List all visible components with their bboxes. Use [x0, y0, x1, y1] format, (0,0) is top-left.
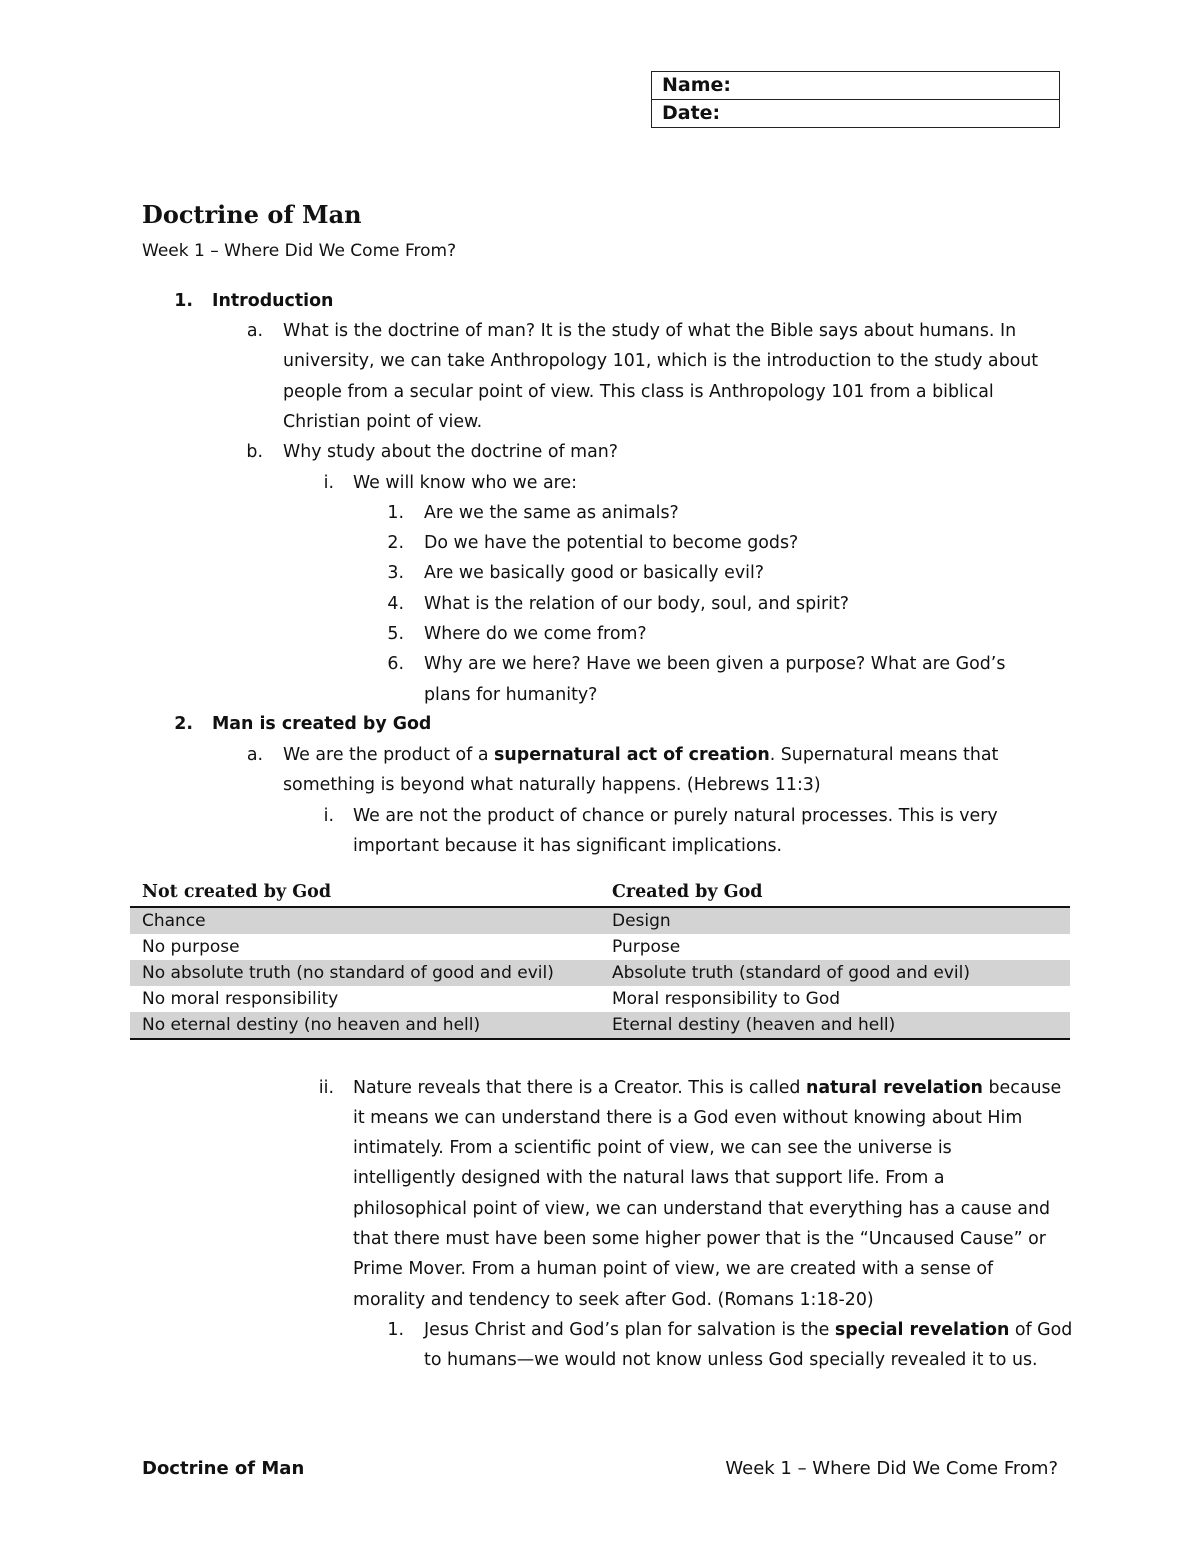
question-text-continued: plans for humanity?	[424, 685, 598, 705]
item-1a-line-4: Christian point of view.	[283, 412, 483, 432]
footer-right: Week 1 – Where Did We Come From?	[725, 1458, 1058, 1479]
item-1b-i-number: i.	[323, 473, 334, 493]
item-ii-1-line-2: to humans—we would not know unless God specially revealed it to us.	[424, 1350, 1038, 1370]
table-header	[130, 882, 1070, 908]
table-cell: Design	[612, 911, 671, 931]
header-created: Created by God	[612, 882, 763, 902]
comparison-table	[130, 882, 1070, 1040]
table-row	[130, 934, 1070, 960]
name-date-box	[651, 71, 1060, 128]
section-2-number: 2.	[174, 714, 193, 734]
item-1b-text: Why study about the doctrine of man?	[283, 442, 618, 462]
section-2-heading: Man is created by God	[212, 714, 432, 734]
item-2a-i-line-2: important because it has significant implications.	[353, 836, 783, 856]
question-number: 1.	[387, 503, 404, 523]
item-ii-line: intimately. From a scientific point of view, we can see the universe is	[353, 1138, 952, 1158]
item-ii-line-1: Nature reveals that there is a Creator. This is called natural revelation because	[353, 1078, 1062, 1098]
table-cell: Absolute truth (standard of good and evil)	[612, 963, 970, 983]
footer-left: Doctrine of Man	[142, 1458, 305, 1479]
table-cell: Purpose	[612, 937, 681, 957]
table-row	[130, 986, 1070, 1012]
item-1b-number: b.	[246, 442, 263, 462]
question-text: Are we the same as animals?	[424, 503, 679, 523]
item-1a-line-2: university, we can take Anthropology 101, which is the introduction to the study about	[283, 351, 1039, 371]
question-text: Why are we here? Have we been given a purpose? What are God’s	[424, 654, 1006, 674]
item-2a-i-line-1: We are not the product of chance or purely natural processes. This is very	[353, 806, 998, 826]
question-number: 2.	[387, 533, 404, 553]
table-cell: Moral responsibility to God	[612, 989, 841, 1009]
name-field[interactable]: Name:	[662, 74, 732, 96]
item-2a-i-number: i.	[323, 806, 334, 826]
special-revelation-term: special revelation	[834, 1320, 1010, 1340]
page-subtitle: Week 1 – Where Did We Come From?	[142, 241, 457, 261]
page-title: Doctrine of Man	[142, 200, 362, 229]
item-2a-line-1: We are the product of a supernatural act of creation. Supernatural means that	[283, 745, 999, 765]
question-text: What is the relation of our body, soul, and spirit?	[424, 594, 850, 614]
section-1-number: 1.	[174, 291, 193, 311]
table-row	[130, 960, 1070, 986]
item-2a-number: a.	[246, 745, 263, 765]
question-number: 3.	[387, 563, 404, 583]
question-text: Do we have the potential to become gods?	[424, 533, 799, 553]
item-ii-1-line-1: Jesus Christ and God’s plan for salvation is the special revelation of God	[424, 1320, 1073, 1340]
item-ii-line: intelligently designed with the natural laws that support life. From a	[353, 1168, 945, 1188]
table-cell: Chance	[142, 911, 206, 931]
table-cell: Eternal destiny (heaven and hell)	[612, 1015, 896, 1035]
item-ii-number: ii.	[318, 1078, 334, 1098]
item-1a-line-1: What is the doctrine of man? It is the study of what the Bible says about humans. In	[283, 321, 1017, 341]
item-ii-line: that there must have been some higher power that is the “Uncaused Cause” or	[353, 1229, 1046, 1249]
item-1a-number: a.	[246, 321, 263, 341]
item-ii-line: Prime Mover. From a human point of view, we are created with a sense of	[353, 1259, 994, 1279]
supernatural-act-term: supernatural act of creation	[494, 745, 770, 765]
table-cell: No eternal destiny (no heaven and hell)	[142, 1015, 481, 1035]
table-cell: No absolute truth (no standard of good and evil)	[142, 963, 554, 983]
item-2a-line-2: something is beyond what naturally happens. (Hebrews 11:3)	[283, 775, 821, 795]
table-cell: No purpose	[142, 937, 240, 957]
question-text: Are we basically good or basically evil?	[424, 563, 765, 583]
item-ii-1-number: 1.	[387, 1320, 404, 1340]
header-not-created: Not created by God	[142, 882, 332, 902]
question-number: 6.	[387, 654, 404, 674]
item-ii-line: morality and tendency to seek after God. (Romans 1:18-20)	[353, 1290, 874, 1310]
natural-revelation-term: natural revelation	[806, 1078, 983, 1098]
item-ii-line: it means we can understand there is a God even without knowing about Him	[353, 1108, 1023, 1128]
table-row	[130, 1012, 1070, 1040]
item-1b-i-text: We will know who we are:	[353, 473, 577, 493]
item-1a-line-3: people from a secular point of view. This class is Anthropology 101 from a biblical	[283, 382, 994, 402]
item-ii-line: philosophical point of view, we can understand that everything has a cause and	[353, 1199, 1051, 1219]
section-1-heading: Introduction	[212, 291, 334, 311]
question-number: 5.	[387, 624, 404, 644]
table-cell: No moral responsibility	[142, 989, 339, 1009]
table-row	[130, 908, 1070, 934]
date-field[interactable]: Date:	[652, 99, 1059, 127]
question-number: 4.	[387, 594, 404, 614]
question-text: Where do we come from?	[424, 624, 647, 644]
